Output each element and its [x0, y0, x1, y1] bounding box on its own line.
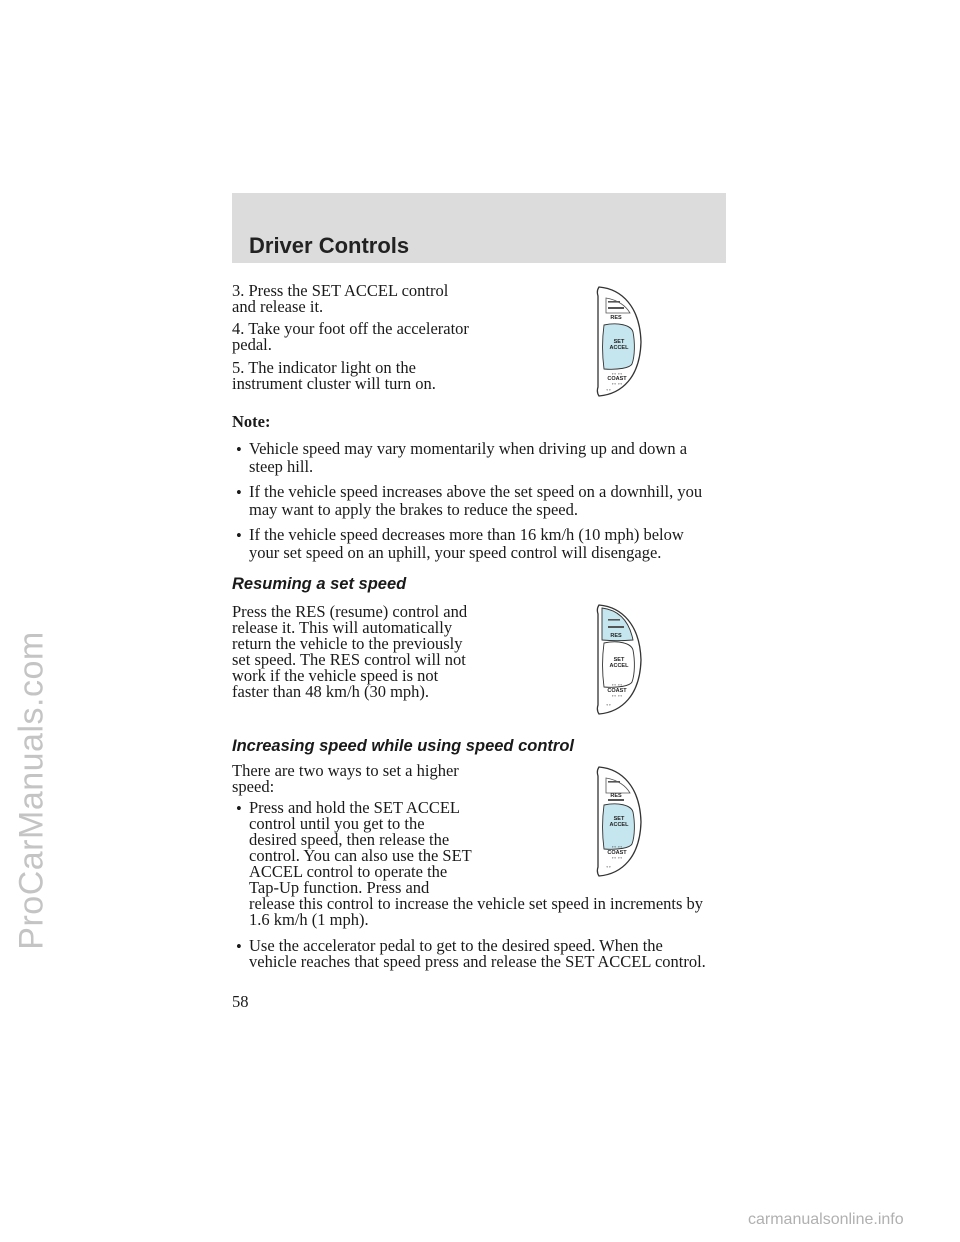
svg-text:∘∘ ∘∘: ∘∘ ∘∘	[611, 693, 623, 698]
svg-text:∘∘ ∘∘: ∘∘ ∘∘	[611, 371, 623, 376]
set-label: SET	[613, 657, 625, 663]
set-label: SET	[613, 339, 625, 345]
step-5-line-2: instrument cluster will turn on.	[232, 374, 436, 393]
res-label: RES	[610, 315, 622, 321]
bullet: •	[236, 799, 242, 818]
increase-intro-line: speed:	[232, 777, 275, 796]
increase-intro-line: There are two ways to set a higher	[232, 761, 459, 780]
step-4-line-1: 4. Take your foot off the accelerator	[232, 319, 469, 338]
footer-watermark: carmanualsonline.info	[748, 1211, 904, 1228]
svg-text:∘∘: ∘∘	[606, 387, 612, 392]
resume-line: Press the RES (resume) control and	[232, 602, 468, 621]
increase-b1-line: Press and hold the SET ACCEL	[249, 798, 460, 817]
accel-label: ACCEL	[609, 822, 629, 828]
increase-b1-line: desired speed, then release the	[249, 830, 450, 849]
step-5-line-1: 5. The indicator light on the	[232, 358, 416, 377]
speed-control-switch-illustration-2	[592, 600, 648, 718]
section-header	[232, 193, 726, 263]
bullet: •	[236, 526, 242, 545]
svg-text:∘∘ ∘∘: ∘∘ ∘∘	[611, 381, 623, 386]
note-2-line-1: If the vehicle speed increases above the set speed on a downhill, you	[249, 482, 703, 501]
step-3-line-2: and release it.	[232, 297, 324, 316]
speed-control-switch-illustration-3	[592, 762, 648, 880]
increase-b2-line: vehicle reaches that speed press and release the SET ACCEL control.	[249, 952, 706, 971]
resume-line: return the vehicle to the previously	[232, 634, 463, 653]
svg-text:∘∘ ∘∘: ∘∘ ∘∘	[611, 855, 623, 860]
svg-text:∘∘: ∘∘	[606, 702, 612, 707]
svg-text:∘∘ ∘∘: ∘∘ ∘∘	[611, 682, 623, 687]
note-1-line-1: Vehicle speed may vary momentarily when driving up and down a	[249, 439, 688, 458]
increase-b1-line: Tap-Up function. Press and	[249, 878, 430, 897]
increase-heading: Increasing speed while using speed control	[232, 737, 574, 755]
increase-b1-line: control. You can also use the SET	[249, 846, 472, 865]
note-label: Note:	[232, 412, 271, 431]
resume-line: faster than 48 km/h (30 mph).	[232, 682, 430, 701]
step-4-line-2: pedal.	[232, 335, 272, 354]
resume-heading: Resuming a set speed	[232, 575, 407, 593]
speed-control-switch-illustration-1	[592, 282, 648, 400]
bullet: •	[236, 483, 242, 502]
increase-b1-line: release this control to increase the vehicle set speed in increments by	[249, 894, 704, 913]
step-3-line-1: 3. Press the SET ACCEL control	[232, 281, 449, 300]
note-1-line-2: steep hill.	[249, 457, 314, 476]
section-title: Driver Controls	[249, 233, 410, 258]
svg-text:∘∘: ∘∘	[606, 864, 612, 869]
note-2-line-2: may want to apply the brakes to reduce the speed.	[249, 500, 578, 519]
page-number: 58	[232, 992, 249, 1011]
res-label: RES	[610, 633, 622, 639]
increase-b1-line: 1.6 km/h (1 mph).	[249, 910, 369, 929]
side-watermark-text: ProCarManuals.com	[12, 630, 51, 950]
note-3-line-1: If the vehicle speed decreases more than 16 km/h (10 mph) below	[249, 525, 684, 544]
coast-label: COAST	[607, 688, 627, 694]
coast-label: COAST	[607, 850, 627, 856]
side-watermark	[6, 510, 58, 1070]
svg-text:∘∘ ∘∘: ∘∘ ∘∘	[611, 844, 623, 849]
resume-line: set speed. The RES control will not	[232, 650, 466, 669]
accel-label: ACCEL	[609, 345, 629, 351]
bullet: •	[236, 937, 242, 956]
coast-label: COAST	[607, 376, 627, 382]
increase-b1-line: ACCEL control to operate the	[249, 862, 448, 881]
resume-line: work if the vehicle speed is not	[232, 666, 439, 685]
note-3-line-2: your set speed on an uphill, your speed control will disengage.	[249, 543, 662, 562]
accel-label: ACCEL	[609, 663, 629, 669]
set-label: SET	[613, 816, 625, 822]
increase-b2-line: Use the accelerator pedal to get to the desired speed. When the	[249, 936, 663, 955]
bullet: •	[236, 440, 242, 459]
resume-line: release it. This will automatically	[232, 618, 453, 637]
res-label: RES	[610, 793, 622, 799]
increase-b1-line: control until you get to the	[249, 814, 425, 833]
